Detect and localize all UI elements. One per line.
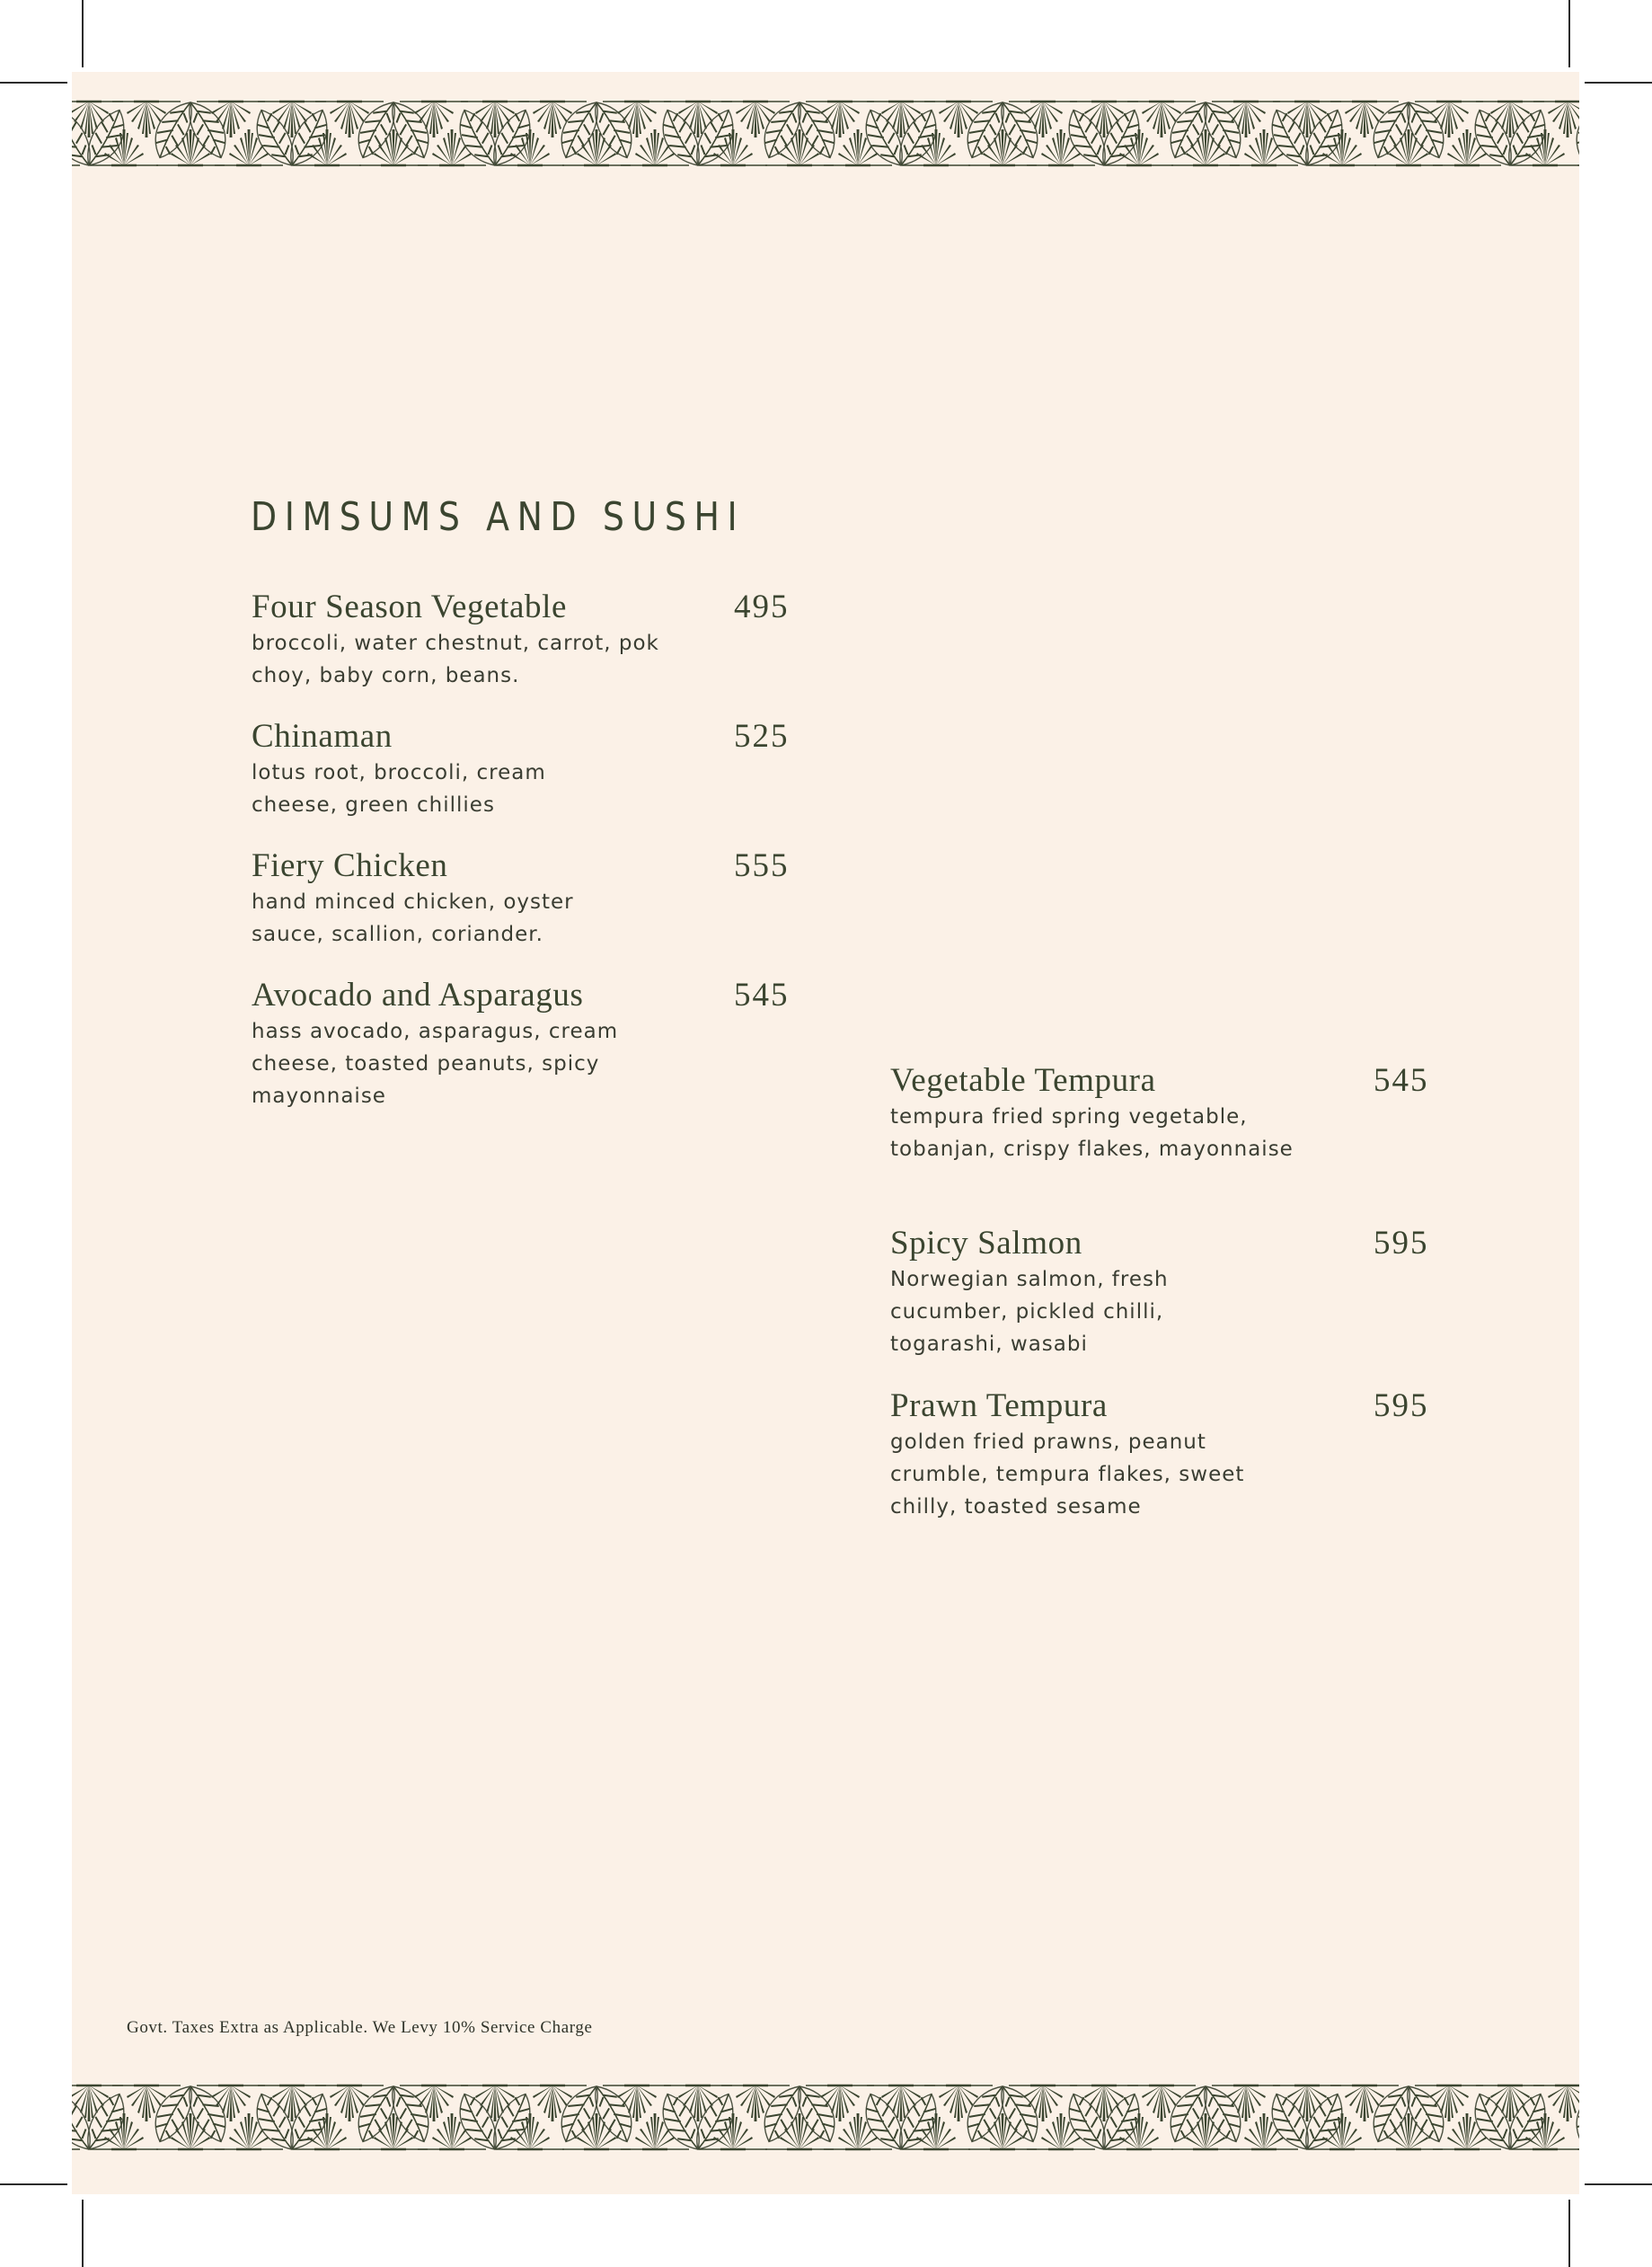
menu-item [252,846,808,948]
item-description: tempura fried spring vegetable, tobanjan, crispy flakes, mayonnaise [890,1105,1294,1161]
crop-mark-bottom-left-horizontal [0,2183,67,2185]
item-description: hand minced chicken, oyster sauce, scallion, coriander. [252,890,574,946]
menu-item [252,717,808,819]
leaf-pattern-icon [72,2084,1579,2152]
menu-item [252,588,808,689]
item-name: Avocado and Asparagus [252,977,584,1014]
crop-mark-bottom-right-horizontal [1585,2183,1652,2185]
menu-item [252,976,808,1112]
item-price: 525 [734,718,790,755]
crop-mark-bottom-left-vertical [82,2200,84,2267]
bottom-leaf-border [72,2084,1579,2152]
item-name: Prawn Tempura [890,1387,1108,1424]
crop-mark-top-left-vertical [82,0,84,67]
item-name: Chinaman [252,718,393,755]
item-price: 545 [734,977,790,1014]
item-price: 555 [734,847,790,884]
menu-column-left [252,588,808,1139]
item-description: lotus root, broccoli, cream cheese, green chillies [252,761,546,817]
crop-mark-bottom-right-vertical [1568,2200,1570,2267]
item-description: broccoli, water chestnut, carrot, pok choy, baby corn, beans. [252,632,659,687]
crop-mark-top-left-horizontal [0,82,67,84]
menu-page [72,72,1579,2194]
section-title: DIMSUMS AND SUSHI [251,494,746,540]
item-price: 545 [1374,1062,1429,1099]
item-price: 495 [734,589,790,625]
item-description: golden fried prawns, peanut crumble, tempura flakes, sweet chilly, toasted sesame [890,1430,1245,1519]
menu-column-right [890,1061,1447,1550]
item-price: 595 [1374,1225,1429,1262]
item-description: Norwegian salmon, fresh cucumber, pickled chilli, togarashi, wasabi [890,1268,1169,1356]
menu-item [890,1386,1447,1523]
item-description: hass avocado, asparagus, cream cheese, toasted peanuts, spicy mayonnaise [252,1020,619,1108]
item-name: Vegetable Tempura [890,1062,1156,1099]
tax-service-charge-note: Govt. Taxes Extra as Applicable. We Levy 10% Service Charge [127,2018,593,2037]
item-name: Four Season Vegetable [252,589,568,625]
crop-mark-top-right-horizontal [1585,82,1652,84]
leaf-pattern-icon [72,100,1579,168]
crop-mark-top-right-vertical [1568,0,1570,67]
item-name: Fiery Chicken [252,847,448,884]
menu-item [890,1061,1447,1196]
item-price: 595 [1374,1387,1429,1424]
top-leaf-border [72,100,1579,168]
menu-item [890,1224,1447,1359]
item-name: Spicy Salmon [890,1225,1082,1262]
